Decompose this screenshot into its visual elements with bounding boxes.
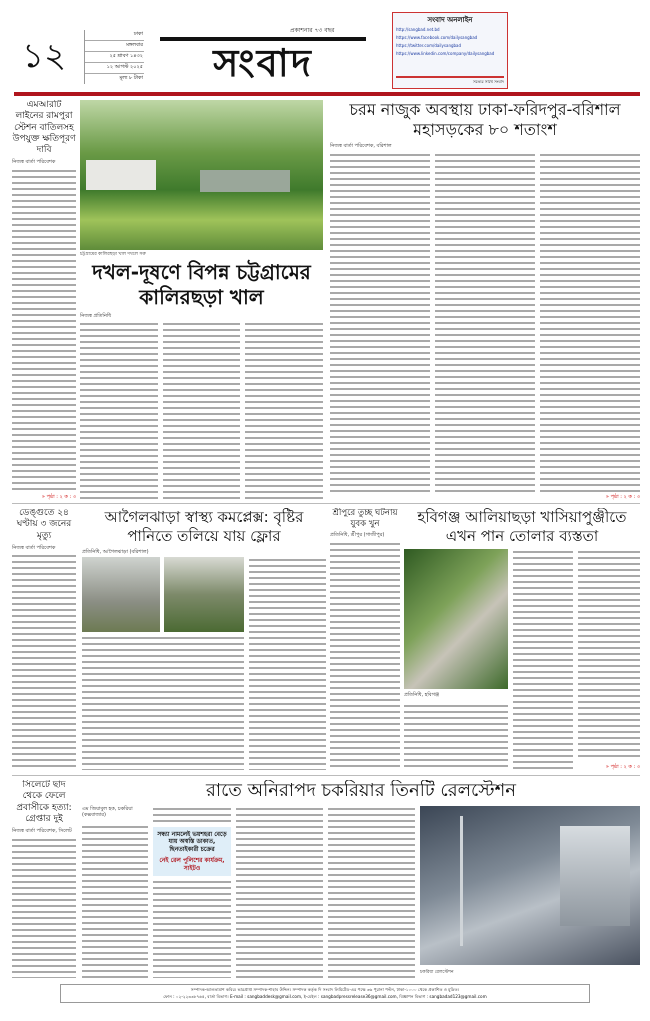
canal-body [245,321,323,500]
sreepur-byline: প্রতিনিধি, শ্রীপুর (গাজীপুর) [330,532,385,539]
mrt-body [12,168,76,492]
betel-byline: প্রতিনিধি, হবিগঞ্জ [404,691,440,698]
date-box [84,30,144,84]
betel-story [404,508,640,770]
rail-story [82,780,640,978]
sreepur-body [330,541,400,770]
canal-headline: দখল-দূষণে বিপন্ন চট্টগ্রামের কালিরছড়া খাল [92,259,311,309]
health-byline: প্রতিনিধি, আগৈলঝাড়া (বরিশাল) [82,548,149,555]
highway-headline: চরম নাজুক অবস্থায় ঢাকা-ফরিদপুর-বরিশাল মহাসড়কের ৮০ শতাংশ [349,100,621,139]
continued: » পৃষ্ঠা : ২ ক : ৩ [605,763,640,770]
pullquote-text: সন্ধ্যা নামলেই ভয়শহরা বেড়ে যায় অস্বস্তি ডাকাত, ছিনতাইকারী চক্রের [157,830,227,854]
mrt-headline: এমআরটি লাইনের রামপুরা স্টেশন বাতিলসহ উপযুক্ত ক্ষতিপূরণ দাবি [12,100,76,155]
date-line: ২৫ শ্রাবণ ১৪৩২ [85,52,144,63]
betel-headline: হবিগঞ্জ আলিয়াছড়া খাসিয়াপুঞ্জীতে এখন পান তোলার ব্যস্ততা [417,508,627,545]
online-box [392,12,508,89]
online-box-note: সত্যের সাথে সংবাদ [396,76,504,85]
dengue-byline: নিজস্ব বার্তা পরিবেশক [12,544,56,551]
betel-body [513,549,573,771]
health-photo [82,557,160,632]
betel-body [578,549,640,759]
highway-body [330,152,430,492]
logo [160,37,366,85]
logo-text: সংবাদ [213,41,313,85]
highway-byline: নিজস্ব বার্তা পরিবেশক, বরিশাল [330,143,392,149]
rail-body [236,806,323,979]
canal-body [163,321,241,500]
sreepur-story [330,508,400,770]
health-story [82,508,326,770]
canal-byline: নিজস্ব প্রতিনিধি [80,312,112,319]
rail-photo [420,806,640,966]
imprint-footer [60,984,590,1003]
health-body [82,635,244,770]
health-body [249,557,326,770]
continued: » পৃষ্ঠা : ২ ক : ৩ [41,493,76,500]
sylhet-story [12,780,76,978]
rail-caption: চকরিয়া রেলস্টেশন [420,970,454,976]
canal-story [80,100,323,500]
canal-caption: চট্টগ্রামের কালিরছড়া খাল দখলে সরু [80,252,146,257]
highway-body [435,152,535,492]
masthead-rule [14,92,640,96]
health-photo [164,557,244,632]
rail-body [82,824,148,979]
canal-photo [80,100,323,250]
link-twitter[interactable]: https://twitter.com/dailysangbad [396,43,462,48]
betel-photo [404,549,508,689]
rail-headline: রাতে অনিরাপদ চকরিয়ার তিনটি রেলস্টেশন [205,780,517,801]
sylhet-body [12,837,76,979]
rail-pullquote [153,827,231,877]
pullquote-text: নেই রেল পুলিশের কার্যক্রম, সাইটও [159,856,225,872]
rail-byline: এম জিয়াবুল হক, চকরিয়া (কক্সবাজার) [82,805,133,818]
date-line: মঙ্গলবার [85,41,144,52]
rail-body [328,806,415,979]
mrt-story [12,100,76,500]
tagline: প্রকাশনার ৭৩ বছর [290,27,335,34]
continued: » পৃষ্ঠা : ২ ক : ৩ [605,493,640,500]
divider [12,775,640,776]
highway-story [330,100,640,500]
rail-body [153,806,231,824]
imprint-line: ফোন : ০২-২২৩৩৮৭৬৫, বার্তা বিভাগ। E-mail : sangbaddesk@gmail.com, ই-মেইল : sangbadpressrelease36@gmail.com, বিজ্ঞাপন বিভাগ : sangbadad123@gmail.com [163,994,487,999]
sreepur-headline: শ্রীপুরে তুচ্ছ ঘটনায় যুবক খুন [332,508,398,529]
canal-body [80,321,158,500]
dengue-headline: ডেঙ্গুতে ২৪ ঘণ্টায় ৩ জনের মৃত্যু [16,508,72,541]
link-linkedin[interactable]: https://www.linkedin.com/company/dailysangbad [396,51,495,56]
dengue-body [12,553,76,770]
page-number: ১২ [22,36,67,76]
price: মূল্য ৮ টাকা [119,75,143,81]
mrt-byline: নিজস্ব বার্তা পরিবেশক [12,159,56,166]
dengue-story [12,508,76,770]
betel-body [404,703,508,770]
divider [12,503,640,504]
highway-body [540,152,640,492]
date-line: ১২ আগস্ট ২০২৫ [85,63,144,74]
sylhet-headline: সিলেটে ছাদ থেকে ফেলে প্রবাসীকে হত্যা: গ্রেপ্তার দুই [16,780,72,824]
link-facebook[interactable]: https://www.facebook.com/dailysangbad [396,35,478,40]
imprint-line: সম্পাদক-আলতামাশ কবির। ভারপ্রাপ্ত সম্পাদক-শাহাব উদ্দিন। সম্পাদক কর্তৃক দি সংবাদ লিমিটেড-এর পক্ষে ৩৬ পুরানা পল্টন, ঢাকা-১০০০ থেকে প্রকাশিত ও মুদ্রিত। [190,987,460,992]
date-line: ঢাকা [85,30,144,41]
link-sangbad[interactable]: http://sangbad.net.bd [396,27,440,32]
rail-body [153,879,231,978]
health-headline: আগৈলঝাড়া স্বাস্থ্য কমপ্লেক্স: বৃষ্টির পানিতে তলিয়ে যায় ফ্লোর [104,508,304,545]
online-box-title: সংবাদ অনলাইন [427,16,473,24]
sylhet-byline: নিজস্ব বার্তা পরিবেশক, সিলেট [12,828,72,834]
